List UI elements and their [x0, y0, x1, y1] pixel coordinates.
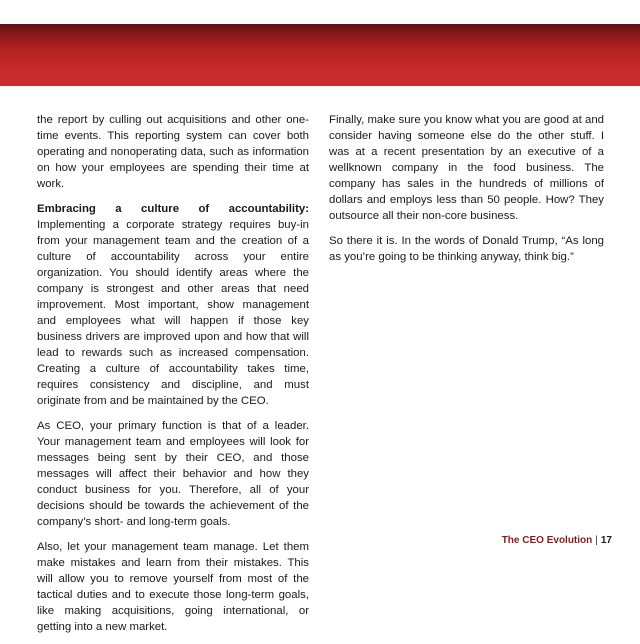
book-title: The CEO Evolution [501, 535, 593, 546]
paragraph: the report by culling out acquisitions and other one-time events. This reporting system can cover both operating and nonoperating data, such as information on how your employees are spending their time at work. [37, 114, 309, 190]
left-text-column [37, 112, 309, 644]
section-heading: Embracing a culture of accountability: [37, 203, 309, 215]
right-text-column [329, 112, 604, 274]
paragraph-body: Implementing a corporate strategy requires buy-in from your management team and the creation of a culture of accountability across your entire organization. You should identify areas where the company is strongest and other areas that need improvement. Most important, show management and employees what will happen if those key business drivers are improved upon and how that will lead to rewards such as increased compensation. Creating a culture of accountability takes time, requires consistency and discipline, and must originate from and be maintained by the CEO. [37, 219, 309, 407]
footer-separator: | [595, 535, 598, 546]
paragraph [37, 201, 309, 409]
paragraph: So there it is. In the words of Donald Trump, “As long as you’re going to be thinking anyway, think big.” [329, 235, 604, 263]
paragraph: As CEO, your primary function is that of a leader. Your management team and employees will look for messages being sent by their CEO, and those messages will affect their behavior and how they conduct business for you. Therefore, all of your decisions should be towards the achievement of the company’s short- and long-term goals. [37, 420, 309, 528]
page-number: 17 [600, 535, 612, 546]
paragraph: Also, let your management team manage. Let them make mistakes and learn from their mistakes. This will allow you to remove yourself from most of the tactical duties and to execute those long-term goals, like making acquisitions, going international, or getting into a new market. [37, 541, 309, 633]
paragraph: Finally, make sure you know what you are good at and consider having someone else do the other stuff. I was at a recent presentation by an executive of a wellknown company in the food business. The company has sales in the hundreds of millions of dollars and employs less than 50 people. How? They outsource all their non-core business. [329, 114, 604, 222]
header-banner [0, 24, 640, 86]
page-footer [502, 535, 612, 546]
